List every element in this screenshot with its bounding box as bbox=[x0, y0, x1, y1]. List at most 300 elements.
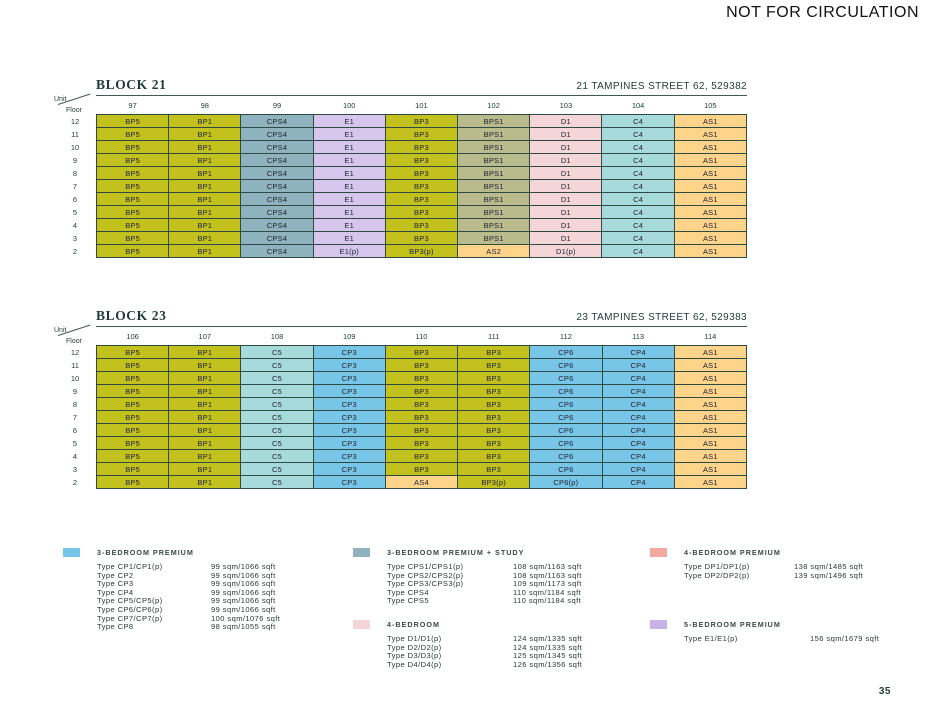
floor-number: 9 bbox=[72, 155, 78, 165]
legend-item bbox=[97, 605, 323, 614]
unit-type-cell: D1 bbox=[530, 206, 602, 219]
unit-type-cell: BP3 bbox=[385, 167, 457, 180]
unit-size: 99 sqm/1066 sqft bbox=[211, 570, 276, 580]
unit-size: 125 sqm/1345 sqft bbox=[513, 651, 583, 661]
unit-type-cell: BP1 bbox=[169, 115, 241, 128]
unit-type-cell: CP3 bbox=[313, 346, 385, 359]
legend-item bbox=[97, 588, 323, 597]
unit-number-header: 98 bbox=[200, 100, 209, 110]
floor-row bbox=[54, 476, 747, 489]
legend-3-bedroom-premium-study bbox=[353, 548, 633, 605]
unit-table bbox=[54, 96, 747, 258]
unit-type-cell: BP5 bbox=[96, 141, 168, 154]
unit-type-cell: BP1 bbox=[169, 128, 241, 141]
legend-4-bedroom-premium bbox=[650, 548, 910, 579]
unit-size: 138 sqm/1485 sqft bbox=[794, 562, 864, 571]
unit-number-header: 112 bbox=[559, 331, 572, 341]
unit-type-cell: D1 bbox=[530, 141, 602, 154]
unit-type-cell: AS1 bbox=[674, 372, 746, 385]
unit-type-cell: BP5 bbox=[96, 154, 168, 167]
unit-type-cell: CPS4 bbox=[241, 245, 313, 258]
unit-type-cell: CP6 bbox=[530, 437, 602, 450]
unit-type-cell: BP3 bbox=[385, 411, 457, 424]
unit-number-header: 104 bbox=[631, 100, 645, 110]
unit-type-cell: CP3 bbox=[313, 476, 385, 489]
unit-type-cell: AS1 bbox=[674, 206, 746, 219]
floor-number: 11 bbox=[71, 360, 79, 370]
floor-row bbox=[54, 398, 747, 411]
unit-type-name: Type CP4 bbox=[97, 587, 134, 597]
unit-number-header: 108 bbox=[270, 331, 284, 341]
legend-item bbox=[387, 588, 633, 597]
floor-number: 4 bbox=[72, 451, 78, 461]
unit-size: 108 sqm/1163 sqft bbox=[513, 562, 582, 571]
unit-type-cell: AS1 bbox=[674, 359, 746, 372]
unit-type-cell: CP4 bbox=[602, 424, 674, 437]
unit-type-cell: BP5 bbox=[96, 180, 168, 193]
unit-type-cell: BP3 bbox=[458, 437, 530, 450]
unit-type-cell: AS1 bbox=[674, 128, 746, 141]
unit-type-cell: BP5 bbox=[96, 372, 168, 385]
floor-row bbox=[54, 154, 747, 167]
legend-title: 4-BEDROOM PREMIUM bbox=[684, 548, 781, 557]
unit-type-cell: BP5 bbox=[96, 411, 168, 424]
unit-type-cell: C4 bbox=[602, 154, 674, 167]
unit-floor-corner bbox=[54, 327, 96, 346]
unit-type-cell: BP5 bbox=[96, 463, 168, 476]
unit-type-cell: E1 bbox=[313, 128, 385, 141]
floor-row bbox=[54, 437, 747, 450]
floor-number: 5 bbox=[72, 207, 78, 217]
legend-title: 5-BEDROOM PREMIUM bbox=[684, 620, 781, 629]
unit-type-cell: BP3 bbox=[385, 359, 457, 372]
unit-type-cell: BP1 bbox=[169, 450, 241, 463]
unit-type-cell: BP1 bbox=[169, 346, 241, 359]
legend-item bbox=[684, 634, 910, 643]
unit-type-cell: BPS1 bbox=[458, 219, 530, 232]
floor-row bbox=[54, 346, 747, 359]
unit-type-cell: CP6 bbox=[530, 463, 602, 476]
floor-row bbox=[54, 219, 747, 232]
legend-item bbox=[387, 643, 633, 652]
unit-type-cell: BP5 bbox=[96, 193, 168, 206]
unit-type-cell: D1 bbox=[530, 232, 602, 245]
floor-number: 7 bbox=[72, 181, 78, 191]
unit-type-cell: AS1 bbox=[674, 450, 746, 463]
unit-size: 108 sqm/1163 sqft bbox=[513, 570, 582, 580]
unit-type-cell: BP3 bbox=[385, 346, 457, 359]
unit-type-cell: AS1 bbox=[674, 398, 746, 411]
unit-type-cell: CPS4 bbox=[241, 180, 313, 193]
block-21-section bbox=[54, 77, 747, 258]
unit-type-cell: BP1 bbox=[169, 437, 241, 450]
unit-type-cell: BP3 bbox=[385, 232, 457, 245]
unit-type-cell: CP4 bbox=[602, 437, 674, 450]
legend-header bbox=[650, 548, 910, 558]
unit-type-cell: BP1 bbox=[169, 206, 241, 219]
unit-type-cell: AS1 bbox=[674, 346, 746, 359]
unit-type-cell: E1 bbox=[313, 219, 385, 232]
unit-type-cell: AS1 bbox=[674, 411, 746, 424]
unit-size: 99 sqm/1066 sqft bbox=[211, 596, 276, 606]
floor-row bbox=[54, 206, 747, 219]
floor-row bbox=[54, 372, 747, 385]
floor-number: 9 bbox=[72, 386, 78, 396]
unit-type-cell: E1 bbox=[313, 206, 385, 219]
floor-row bbox=[54, 128, 747, 141]
unit-type-name: Type CPS1/CPS1(p) bbox=[387, 562, 464, 571]
unit-header-row bbox=[54, 96, 747, 115]
unit-type-name: Type CP5/CP5(p) bbox=[97, 596, 163, 606]
unit-type-cell: BP3 bbox=[458, 372, 530, 385]
unit-type-cell: CPS4 bbox=[241, 141, 313, 154]
unit-type-cell: CP3 bbox=[313, 424, 385, 437]
legend-item bbox=[97, 579, 323, 588]
unit-type-cell: BP3 bbox=[458, 450, 530, 463]
unit-type-cell: CP6 bbox=[530, 372, 602, 385]
unit-type-name: Type CPS5 bbox=[387, 596, 430, 606]
unit-type-name: Type CP6/CP6(p) bbox=[97, 604, 163, 614]
unit-type-cell: C4 bbox=[602, 245, 674, 258]
unit-type-cell: AS2 bbox=[458, 245, 530, 258]
floor-number: 10 bbox=[70, 373, 80, 383]
unit-type-cell: BPS1 bbox=[458, 128, 530, 141]
unit-type-name: Type CP8 bbox=[97, 622, 134, 632]
unit-size: 124 sqm/1335 sqft bbox=[513, 642, 583, 652]
unit-type-cell: AS1 bbox=[674, 245, 746, 258]
floor-number: 2 bbox=[72, 477, 78, 487]
unit-type-cell: BP3 bbox=[458, 463, 530, 476]
unit-type-cell: D1 bbox=[530, 128, 602, 141]
floor-row bbox=[54, 463, 747, 476]
floor-row bbox=[54, 193, 747, 206]
unit-type-cell: BP5 bbox=[96, 476, 168, 489]
unit-type-name: Type DP2/DP2(p) bbox=[684, 570, 750, 580]
unit-type-cell: BP1 bbox=[169, 385, 241, 398]
legend-item bbox=[387, 596, 633, 605]
unit-type-cell: BPS1 bbox=[458, 180, 530, 193]
block-address: 23 TAMPINES STREET 62, 529383 bbox=[576, 312, 747, 323]
unit-type-cell: CP3 bbox=[313, 437, 385, 450]
legend-swatch bbox=[650, 620, 667, 629]
block-header bbox=[96, 77, 747, 96]
unit-number-header: 107 bbox=[198, 331, 212, 341]
unit-type-cell: CPS4 bbox=[241, 154, 313, 167]
legend-4-bedroom bbox=[353, 620, 633, 668]
legend-swatch bbox=[353, 620, 370, 629]
unit-type-cell: AS1 bbox=[674, 180, 746, 193]
floor-row bbox=[54, 385, 747, 398]
unit-type-cell: BP3 bbox=[385, 180, 457, 193]
unit-type-cell: C5 bbox=[241, 424, 313, 437]
unit-type-cell: BPS1 bbox=[458, 115, 530, 128]
unit-type-cell: BP3 bbox=[458, 385, 530, 398]
unit-label: Unit bbox=[54, 96, 67, 104]
unit-type-cell: BP3 bbox=[385, 154, 457, 167]
unit-type-cell: CP4 bbox=[602, 372, 674, 385]
floor-number: 3 bbox=[72, 233, 78, 243]
unit-type-cell: CP3 bbox=[313, 463, 385, 476]
not-for-circulation-notice: NOT FOR CIRCULATION bbox=[726, 4, 919, 21]
unit-type-name: Type CPS2/CPS2(p) bbox=[387, 570, 464, 580]
unit-type-cell: CP4 bbox=[602, 411, 674, 424]
floor-number: 12 bbox=[70, 347, 80, 357]
unit-type-cell: C4 bbox=[602, 115, 674, 128]
unit-type-cell: CP4 bbox=[602, 463, 674, 476]
legend-item bbox=[387, 651, 633, 660]
unit-size: 139 sqm/1496 sqft bbox=[794, 570, 864, 580]
unit-type-cell: C5 bbox=[241, 346, 313, 359]
unit-type-cell: CPS4 bbox=[241, 206, 313, 219]
unit-type-cell: C5 bbox=[241, 476, 313, 489]
unit-type-cell: C5 bbox=[241, 398, 313, 411]
unit-type-cell: CP4 bbox=[602, 359, 674, 372]
unit-size: 98 sqm/1055 sqft bbox=[211, 622, 276, 632]
unit-type-cell: CPS4 bbox=[241, 115, 313, 128]
unit-type-cell: BP3 bbox=[385, 437, 457, 450]
unit-type-cell: E1 bbox=[313, 141, 385, 154]
unit-type-cell: BP5 bbox=[96, 232, 168, 245]
unit-type-cell: CP3 bbox=[313, 411, 385, 424]
block-address: 21 TAMPINES STREET 62, 529382 bbox=[576, 81, 747, 92]
unit-type-cell: BP1 bbox=[169, 398, 241, 411]
unit-type-cell: BP1 bbox=[169, 424, 241, 437]
floor-number: 2 bbox=[72, 246, 78, 256]
unit-size: 99 sqm/1066 sqft bbox=[211, 604, 276, 614]
unit-number-header: 106 bbox=[126, 331, 139, 341]
unit-type-cell: CP3 bbox=[313, 385, 385, 398]
unit-type-cell: CP3 bbox=[313, 450, 385, 463]
unit-type-name: Type CP1/CP1(p) bbox=[97, 562, 163, 571]
legend-swatch bbox=[353, 548, 370, 557]
unit-number-header: 111 bbox=[487, 331, 500, 341]
legend-item bbox=[387, 579, 633, 588]
legend-item bbox=[684, 571, 910, 580]
unit-type-cell: CPS4 bbox=[241, 232, 313, 245]
unit-type-cell: BP1 bbox=[169, 232, 241, 245]
unit-size: 110 sqm/1184 sqft bbox=[513, 587, 582, 597]
floor-label: Floor bbox=[66, 338, 82, 346]
unit-type-cell: C4 bbox=[602, 167, 674, 180]
unit-number-header: 103 bbox=[559, 100, 573, 110]
unit-type-name: Type CPS4 bbox=[387, 587, 430, 597]
unit-header-row bbox=[54, 327, 747, 346]
unit-type-cell: BPS1 bbox=[458, 206, 530, 219]
legend-title: 3-BEDROOM PREMIUM + STUDY bbox=[387, 548, 525, 557]
unit-type-cell: BP3 bbox=[385, 424, 457, 437]
unit-type-cell: C5 bbox=[241, 463, 313, 476]
floor-label: Floor bbox=[66, 107, 82, 115]
unit-type-cell: CP4 bbox=[602, 476, 674, 489]
floor-number: 4 bbox=[72, 220, 78, 230]
unit-size: 109 sqm/1173 sqft bbox=[513, 579, 582, 589]
floor-number: 6 bbox=[72, 425, 78, 435]
unit-type-cell: CP3 bbox=[313, 372, 385, 385]
unit-table bbox=[54, 327, 747, 489]
unit-type-cell: BP5 bbox=[96, 359, 168, 372]
floor-number: 7 bbox=[72, 412, 78, 422]
unit-type-cell: C4 bbox=[602, 193, 674, 206]
unit-type-cell: BP3 bbox=[385, 450, 457, 463]
unit-type-cell: AS1 bbox=[674, 437, 746, 450]
unit-type-cell: C5 bbox=[241, 372, 313, 385]
block-23-section bbox=[54, 308, 747, 489]
unit-type-cell: CP6 bbox=[530, 398, 602, 411]
unit-type-cell: CP6(p) bbox=[530, 476, 602, 489]
unit-type-cell: BP3 bbox=[385, 398, 457, 411]
unit-type-cell: AS1 bbox=[674, 476, 746, 489]
unit-type-cell: BP1 bbox=[169, 463, 241, 476]
unit-type-cell: E1 bbox=[313, 232, 385, 245]
legend-3-bedroom-premium bbox=[63, 548, 323, 631]
unit-type-cell: CP6 bbox=[530, 411, 602, 424]
unit-type-name: Type D2/D2(p) bbox=[387, 642, 442, 652]
unit-type-cell: BP1 bbox=[169, 167, 241, 180]
unit-type-cell: AS1 bbox=[674, 385, 746, 398]
unit-type-cell: AS1 bbox=[674, 115, 746, 128]
legend-item bbox=[387, 562, 633, 571]
unit-number-header: 114 bbox=[704, 331, 717, 341]
unit-type-cell: CP6 bbox=[530, 450, 602, 463]
unit-type-cell: BP5 bbox=[96, 206, 168, 219]
unit-type-cell: BP3 bbox=[385, 463, 457, 476]
unit-floor-corner bbox=[54, 96, 96, 115]
legend-item bbox=[684, 562, 910, 571]
legend-title: 3-BEDROOM PREMIUM bbox=[97, 548, 194, 557]
unit-type-cell: BP1 bbox=[169, 193, 241, 206]
unit-type-cell: BP1 bbox=[169, 476, 241, 489]
floor-row bbox=[54, 411, 747, 424]
unit-type-cell: C5 bbox=[241, 437, 313, 450]
unit-number-header: 101 bbox=[415, 100, 428, 110]
floor-number: 11 bbox=[71, 129, 79, 139]
unit-type-cell: BPS1 bbox=[458, 154, 530, 167]
unit-type-cell: BP5 bbox=[96, 219, 168, 232]
floor-row bbox=[54, 232, 747, 245]
floor-row bbox=[54, 245, 747, 258]
unit-type-cell: BP5 bbox=[96, 424, 168, 437]
legend-header bbox=[353, 620, 633, 630]
unit-type-cell: CP3 bbox=[313, 359, 385, 372]
unit-type-cell: BPS1 bbox=[458, 193, 530, 206]
unit-type-cell: BP1 bbox=[169, 411, 241, 424]
unit-type-cell: C4 bbox=[602, 232, 674, 245]
floor-number: 5 bbox=[72, 438, 78, 448]
floor-row bbox=[54, 180, 747, 193]
unit-type-cell: BP3 bbox=[385, 206, 457, 219]
unit-type-cell: C4 bbox=[602, 128, 674, 141]
unit-type-cell: BP1 bbox=[169, 154, 241, 167]
unit-type-cell: CP4 bbox=[602, 450, 674, 463]
floor-row bbox=[54, 167, 747, 180]
unit-type-cell: AS4 bbox=[385, 476, 457, 489]
floor-number: 3 bbox=[72, 464, 78, 474]
legend-item bbox=[97, 614, 323, 623]
floor-number: 10 bbox=[70, 142, 80, 152]
unit-type-cell: CP4 bbox=[602, 346, 674, 359]
floor-row bbox=[54, 359, 747, 372]
unit-number-header: 99 bbox=[272, 100, 282, 110]
unit-type-cell: BP5 bbox=[96, 385, 168, 398]
unit-type-name: Type D1/D1(p) bbox=[387, 634, 442, 643]
corner-label bbox=[54, 96, 96, 114]
unit-type-cell: CP3 bbox=[313, 398, 385, 411]
legend-item bbox=[387, 660, 633, 669]
unit-type-cell: E1 bbox=[313, 154, 385, 167]
unit-type-cell: BP1 bbox=[169, 372, 241, 385]
block-header bbox=[96, 308, 747, 327]
legend-swatch bbox=[650, 548, 667, 557]
unit-type-cell: BP1 bbox=[169, 245, 241, 258]
unit-type-cell: BP3 bbox=[458, 346, 530, 359]
legend-header bbox=[650, 620, 910, 630]
unit-type-name: Type CP3 bbox=[97, 579, 134, 589]
unit-type-cell: D1 bbox=[530, 180, 602, 193]
unit-number-header: 97 bbox=[128, 100, 137, 110]
unit-type-cell: BPS1 bbox=[458, 141, 530, 154]
unit-size: 110 sqm/1184 sqft bbox=[513, 596, 582, 606]
legend-item bbox=[97, 622, 323, 631]
unit-label: Unit bbox=[54, 327, 67, 335]
legend-header bbox=[63, 548, 323, 558]
unit-number-header: 105 bbox=[704, 100, 717, 110]
unit-type-name: Type E1/E1(p) bbox=[684, 634, 738, 643]
corner-label bbox=[54, 327, 96, 345]
unit-number-header: 110 bbox=[415, 331, 428, 341]
unit-type-cell: C4 bbox=[602, 141, 674, 154]
page-number: 35 bbox=[878, 686, 891, 697]
floor-number: 8 bbox=[72, 399, 78, 409]
unit-type-cell: BP5 bbox=[96, 115, 168, 128]
unit-type-name: Type CP2 bbox=[97, 570, 134, 580]
legend-item bbox=[97, 562, 323, 571]
unit-type-cell: C5 bbox=[241, 411, 313, 424]
floor-number: 12 bbox=[70, 116, 80, 126]
unit-type-cell: D1 bbox=[530, 167, 602, 180]
unit-type-cell: CPS4 bbox=[241, 219, 313, 232]
unit-type-cell: CP6 bbox=[530, 424, 602, 437]
unit-type-cell: C4 bbox=[602, 180, 674, 193]
legend-title: 4-BEDROOM bbox=[387, 620, 440, 629]
unit-type-cell: BP3 bbox=[385, 219, 457, 232]
floor-row bbox=[54, 141, 747, 154]
unit-type-cell: BP5 bbox=[96, 167, 168, 180]
unit-type-cell: D1 bbox=[530, 115, 602, 128]
legend-5-bedroom-premium bbox=[650, 620, 910, 643]
unit-type-cell: D1 bbox=[530, 193, 602, 206]
unit-size: 99 sqm/1066 sqft bbox=[211, 579, 276, 589]
unit-type-name: Type D3/D3(p) bbox=[387, 651, 442, 661]
unit-type-cell: BPS1 bbox=[458, 167, 530, 180]
unit-number-header: 102 bbox=[487, 100, 500, 110]
unit-type-cell: BP5 bbox=[96, 450, 168, 463]
unit-type-cell: E1 bbox=[313, 167, 385, 180]
floor-row bbox=[54, 424, 747, 437]
unit-number-header: 113 bbox=[632, 331, 645, 341]
unit-type-cell: C4 bbox=[602, 219, 674, 232]
unit-type-cell: AS1 bbox=[674, 167, 746, 180]
unit-type-cell: BP5 bbox=[96, 245, 168, 258]
unit-type-cell: BP3 bbox=[458, 398, 530, 411]
unit-type-cell: BP5 bbox=[96, 128, 168, 141]
unit-type-cell: AS1 bbox=[674, 232, 746, 245]
unit-type-cell: BP5 bbox=[96, 346, 168, 359]
unit-type-cell: BP3 bbox=[385, 385, 457, 398]
unit-type-cell: C5 bbox=[241, 450, 313, 463]
legend-swatch bbox=[63, 548, 80, 557]
unit-type-cell: BPS1 bbox=[458, 232, 530, 245]
unit-type-cell: BP5 bbox=[96, 437, 168, 450]
